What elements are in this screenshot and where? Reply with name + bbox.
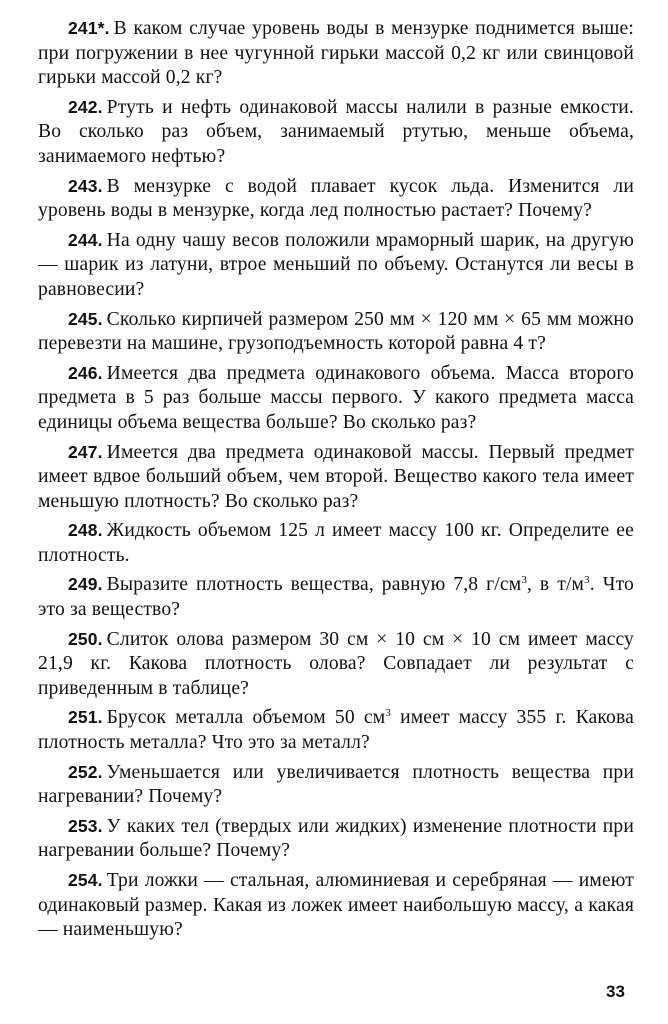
problem-text: У каких тел (твердых или жидких) изменение плотности при нагревании больше? Почему? — [38, 815, 634, 862]
problem-252 — [38, 760, 634, 810]
problem-number: 252. — [68, 761, 103, 782]
problem-253 — [38, 814, 634, 864]
problem-248 — [38, 518, 634, 568]
problem-text: В мензурке с водой плавает кусок льда. Изменится ли уровень воды в мензурке, когда лед полностью растает? Почему? — [38, 175, 634, 222]
problem-number: 254. — [68, 870, 103, 890]
problem-text: Ртуть и нефть одинаковой массы налили в разные емкости. Во сколько раз объем, занимаемый ртутью, меньше объема, занимаемого нефтью? — [38, 96, 634, 167]
problem-number: 247. — [68, 441, 103, 462]
superscript: 3 — [385, 707, 391, 720]
problem-text: Слиток олова размером 30 см × 10 см × 10 см имеет массу 21,9 кг. Какова плотность олова? Совпадает ли результат с приведенным в таблице? — [38, 628, 634, 699]
problem-text: Сколько кирпичей размером 250 мм × 120 мм × 65 мм можно перевезти на машине, грузоподъемность которой равна 4 т? — [38, 308, 634, 355]
problem-number: 242. — [68, 96, 103, 117]
problem-text-part: Выразите плотность вещества, равную 7,8 г/см — [106, 574, 522, 596]
problem-242 — [38, 95, 634, 170]
superscript: 3 — [521, 574, 527, 587]
problem-250 — [38, 627, 634, 702]
problem-number: 249. — [68, 574, 103, 595]
problem-251 — [38, 705, 634, 755]
problem-246 — [38, 361, 634, 436]
problem-text: Имеется два предмета одинаковой массы. Первый предмет имеет вдвое больший объем, чем второй. Вещество какого тела имеет меньшую плотность? Во сколько раз? — [38, 441, 634, 512]
problem-number: 243. — [68, 175, 103, 196]
problem-number: 241*. — [68, 18, 110, 38]
problem-text: Имеется два предмета одинакового объема. Масса второго предмета в 5 раз больше массы первого. У какого предмета масса единицы объема вещества больше? Во сколько раз? — [38, 362, 634, 433]
problem-text-part: . Что это за вещество? — [38, 574, 635, 621]
problem-number: 251. — [68, 707, 103, 728]
problem-number: 250. — [68, 628, 103, 649]
problem-number: 244. — [68, 229, 103, 250]
page-content — [38, 16, 634, 947]
problem-244 — [38, 228, 634, 303]
problem-245 — [38, 307, 634, 357]
problem-241 — [38, 16, 634, 91]
problem-text: Уменьшается или увеличивается плотность вещества при нагревании? Почему? — [38, 761, 634, 808]
problem-number: 248. — [68, 520, 103, 541]
page-number: 33 — [606, 982, 625, 1001]
problem-249 — [38, 572, 634, 622]
problem-text: Три ложки — стальная, алюминиевая и серебряная — имеют одинаковый размер. Какая из ложек имеет наибольшую массу, а какая — наименьшую? — [38, 870, 634, 941]
problem-254 — [38, 868, 634, 943]
superscript: 3 — [584, 574, 590, 587]
problem-247 — [38, 440, 634, 515]
problem-text: Жидкость объемом 125 л имеет массу 100 кг. Определите ее плотность. — [38, 520, 634, 566]
problem-243 — [38, 174, 634, 224]
problem-text-part: имеет массу 355 г. Какова плотность металла? Что это за металл? — [38, 707, 634, 754]
problem-number: 253. — [68, 815, 103, 836]
problem-text-part: Брусок металла объемом 50 см — [106, 707, 386, 729]
problem-number: 245. — [68, 308, 103, 329]
problem-text: На одну чашу весов положили мраморный шарик, на другую — шарик из латуни, втрое меньший по объему. Останутся ли весы в равновесии? — [38, 229, 634, 300]
problem-text-part: , в т/м — [526, 574, 585, 596]
problem-number: 246. — [68, 362, 103, 383]
problem-text: В каком случае уровень воды в мензурке поднимется выше: при погружении в нее чугунной гирьки массой 0,2 кг или свинцовой гирьки массой 0,2 кг? — [38, 18, 634, 89]
